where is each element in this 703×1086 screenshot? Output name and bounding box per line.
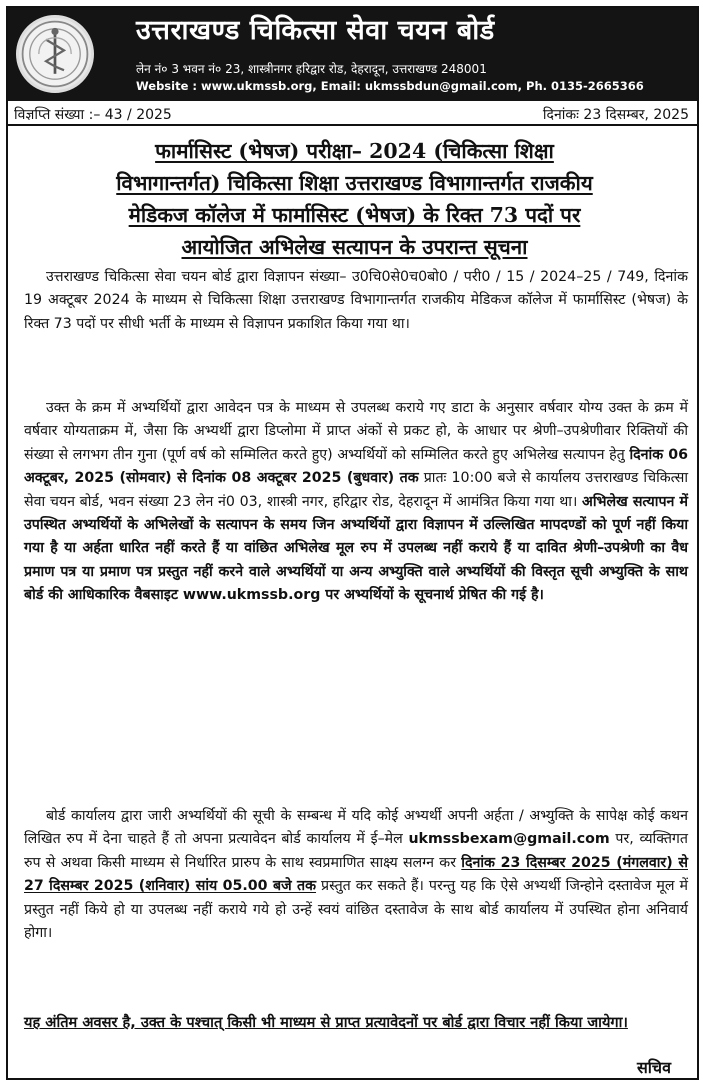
verification-list-notice: अभिलेख सत्यापन में उपस्थित अभ्यर्थियों के अभिलेखों के सत्यापन के समय जिन अभ्यर्थियों द्वारा विज्ञापन में उल्लिखित मापदण्डों को पूर्ण नहीं किया गया है या अर्हता धारित नहीं करते हैं या वांछित अभिलेख मूल रुप में उपलब्ध नहीं कराये हैं या दावित श्रेणी–उपश्रेणी का वैध प्रमाण पत्र या प्रमाण पत्र प्रस्तुत नहीं करने वाले अभ्यर्थियों या अन्य अभ्युक्ति वाले अभ्यर्थियों की विस्तृत सूची अभ्युक्ति के साथ बोर्ड की आधिकारिक वैबसाइट www.ukmssb.org पर अभ्यर्थियों के सूचनार्थ प्रेषित की गई है।	[24, 493, 688, 604]
paragraph-advertisement: उत्तराखण्ड चिकित्सा सेवा चयन बोर्ड द्वारा विज्ञापन संख्या– उ0चि0से0च0बो0 / परी0 / 15 / 2024–25 / 749, दिनांक 19 अक्टूबर 2024 के माध्यम से चिकित्सा शिक्षा उत्तराखण्ड विभागान्तर्गत राजकीय मेडिकज कॉलेज में फार्मासिस्ट (भेषज) के रिक्त 73 पदों पर सीधी भर्ती के माध्यम से विज्ञापन प्रकाशित किया गया था।	[24, 269, 688, 332]
signature-secretary: सचिव	[636, 1058, 671, 1077]
organization-address: लेन नं० 3 भवन नं० 23, शास्त्रीनगर हरिद्वार रोड, देहरादून, उत्तराखण्ड 248001	[136, 62, 487, 76]
representation-intro-text: बोर्ड कार्यालय द्वारा जारी अभ्यर्थियों की सूची के सम्बन्ध में यदि कोई अभ्यर्थी अपनी अर्हता / अभ्युक्ति के सापेक्ष कोई कथन लिखित रुप में देना चाहते हैं तो अपना प्रत्यावेदन बोर्ड कार्यालय में ई–मेल	[24, 808, 688, 848]
exam-email-link[interactable]: ukmssbexam@gmail.com	[408, 831, 610, 848]
paragraph-representation	[24, 805, 688, 945]
representation-method-text: पर, व्यक्तिगत रुप से अथवा किसी माध्यम से निर्धारित प्रारुप के साथ स्वप्रमाणित साक्ष्य सलग्न कर	[24, 831, 688, 871]
board-emblem-logo	[16, 15, 94, 93]
notice-date: दिनांकः 23 दिसम्बर, 2025	[542, 107, 689, 123]
notice-document	[6, 6, 699, 1080]
representation-condition-text: प्रस्तुत कर सकते हैं। परन्तु यह कि ऐसे अभ्यर्थी जिन्होने दस्तावेज मूल में प्रस्तुत नहीं किये हो या उपलब्ध नहीं कराये गये हो उन्हें स्वयं वांछित दस्तावेज के साथ बोर्ड कार्यालय में उपस्थित होना अनिवार्य होगा।	[24, 878, 688, 942]
headline-line-1: फार्मासिस्ट (भेषज) परीक्षा– 2024 (चिकित्सा शिक्षा	[155, 139, 554, 163]
verification-intro-text: उक्त के क्रम में अभ्यर्थियों द्वारा आवेदन पत्र के माध्यम से उपलब्ध कराये गए डाटा के अनुसार वर्षवार योग्य उक्त के क्रम में वर्षवार योग्यताक्रम में, जैसा कि अभ्यर्थी द्वारा डिप्लोमा में प्राप्त अंकों से प्रकट हो, के आधार पर श्रेणी–उपश्रेणीवार रिक्तियों की संख्या से लगभग तीन गुना (पूर्ण वर्ष को सम्मिलित करते हुए) अभ्यर्थियों को सम्मिलित करते हुए अभिलेख सत्यापन हेतु	[24, 400, 688, 463]
notice-meta-row	[8, 101, 697, 126]
verification-date-range: दिनांक 06 अक्टूबर, 2025 (सोमवार) से दिनांक 08 अक्टूबर 2025 (बुधवार) तक	[24, 446, 688, 487]
letterhead	[8, 8, 697, 101]
notice-headline	[18, 135, 691, 263]
headline-line-2: विभागान्तर्गत) चिकित्सा शिक्षा उत्तराखण्ड विभागान्तर्गत राजकीय	[116, 171, 593, 195]
organization-name: उत्तराखण्ड चिकित्सा सेवा चयन बोर्ड	[136, 15, 495, 46]
verification-venue-text: प्रातः 10:00 बजे से कार्यालय उत्तराखण्ड चिकित्सा सेवा चयन बोर्ड, भवन संख्या 23 लेन नं0 03, शास्त्री नगर, हरिद्वार रोड, देहरादून में आमंत्रित किया गया था।	[24, 470, 689, 510]
headline-line-4: आयोजित अभिलेख सत्यापन के उपरान्त सूचना	[181, 235, 528, 259]
headline-line-3: मेडिकज कॉलेज में फार्मासिस्ट (भेषज) के रिक्त 73 पदों पर	[128, 203, 581, 227]
paragraph-verification	[24, 397, 688, 608]
final-opportunity-notice	[24, 1011, 688, 1035]
organization-contact: Website : www.ukmssb.org, Email: ukmssbdun@gmail.com, Ph. 0135-2665366	[136, 79, 644, 93]
notice-number: विज्ञप्ति संख्या :– 43 / 2025	[14, 107, 172, 123]
representation-deadline: दिनांक 23 दिसम्बर 2025 (मंगलवार) से 27 दिसम्बर 2025 (शनिवार) सांय 05.00 बजे तक	[24, 854, 688, 895]
final-opportunity-text: यह अंतिम अवसर है, उक्त के पश्चात् किसी भी माध्यम से प्राप्त प्रत्यावेदनों पर बोर्ड द्वारा विचार नहीं किया जायेगा।	[24, 1014, 628, 1031]
